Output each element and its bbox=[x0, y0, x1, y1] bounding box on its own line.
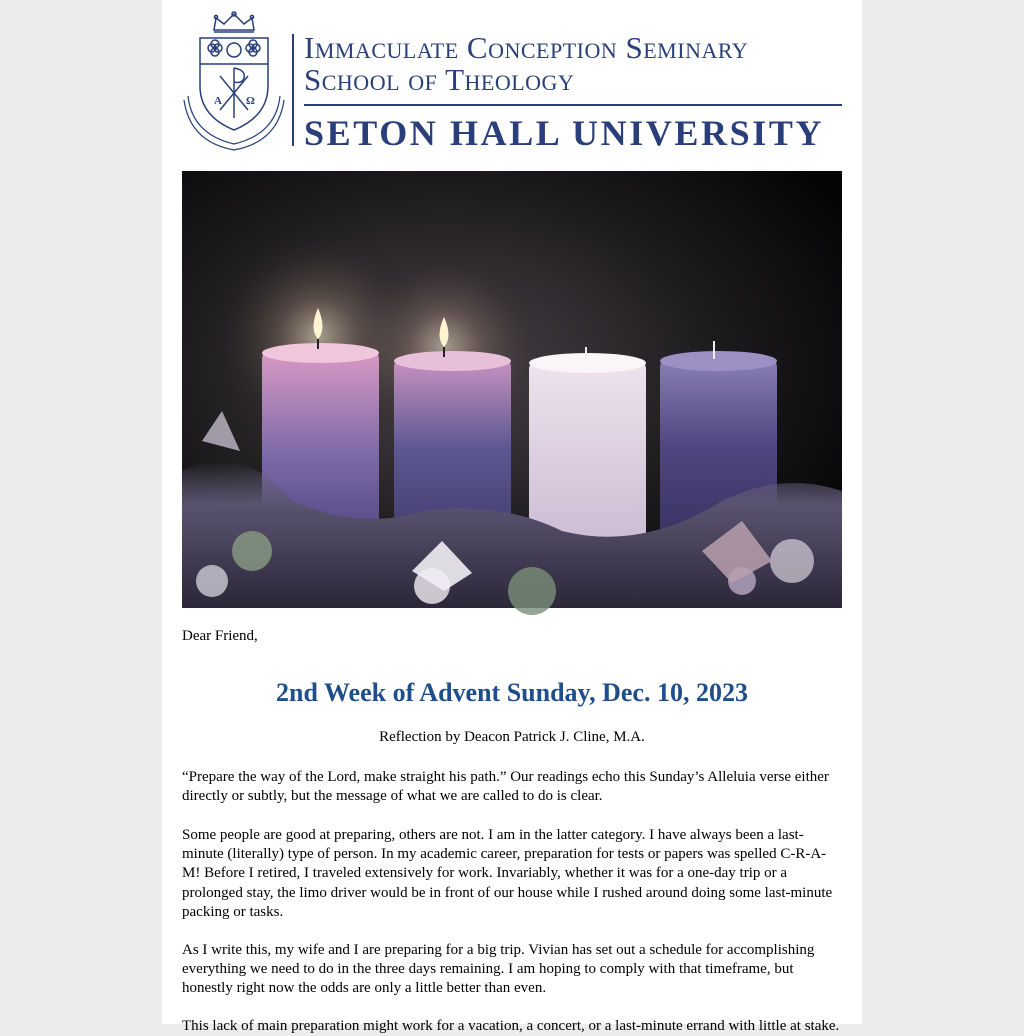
email-content bbox=[162, 0, 862, 1034]
seminary-crest-logo bbox=[182, 8, 286, 150]
header-vertical-divider bbox=[292, 34, 294, 146]
paragraph-1: “Prepare the way of the Lord, make straight his path.” Our readings echo this Sunday’s Alleluia verse either directly or subtly, but the message of what we are called to do is clear. bbox=[182, 769, 829, 805]
paragraph-3: As I write this, my wife and I are preparing for a big trip. Vivian has set out a schedule for accomplishing everything we need to do in the three days remaining. I am hoping to comply with that timeframe, but honestly right now the odds are only a little better than even. bbox=[182, 942, 815, 997]
crest-letter-omega: Ω bbox=[246, 95, 255, 107]
advent-candles-image bbox=[182, 171, 842, 608]
salutation: Dear Friend, bbox=[182, 628, 258, 644]
crest-letter-alpha: A bbox=[214, 95, 222, 107]
reflection-byline: Reflection by Deacon Patrick J. Cline, M.A. bbox=[379, 729, 645, 745]
seminary-header[interactable] bbox=[182, 8, 842, 153]
reflection-title: 2nd Week of Advent Sunday, Dec. 10, 2023 bbox=[276, 678, 748, 707]
seminary-name-line1: Immaculate Conception Seminary bbox=[304, 30, 749, 65]
paragraph-2: Some people are good at preparing, others are not. I am in the latter category. I have always been a last-minute (literally) type of person. In my academic career, preparation for tests or papers was spelled C-R-A-M! Before I retired, I traveled extensively for work. Invariably, whether it was for a one-day trip or a prolonged stay, the limo driver would be in front of our house while I rushed around doing some last-minute packing or tasks. bbox=[182, 827, 833, 920]
paragraph-4: This lack of main preparation might work for a vacation, a concert, or a last-minute errand with little at stake. bbox=[182, 1018, 840, 1034]
university-name: SETON HALL UNIVERSITY bbox=[304, 113, 825, 153]
seminary-name-line2: School of Theology bbox=[304, 62, 575, 97]
header-horizontal-divider bbox=[304, 104, 842, 106]
